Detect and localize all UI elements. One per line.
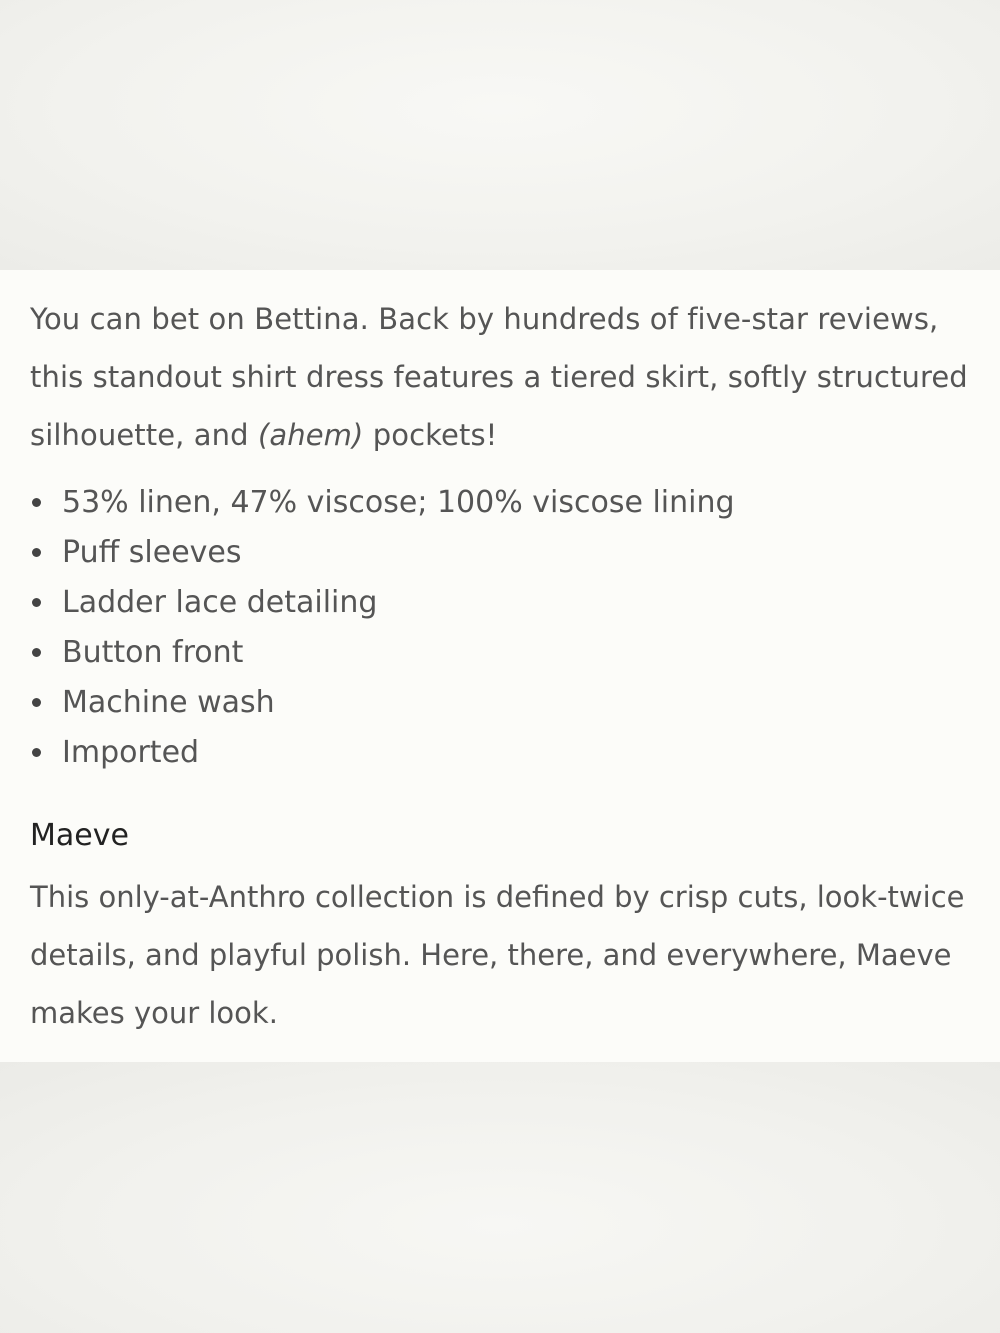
description-text: You can bet on Bettina. Back by hundreds of five-star reviews, this standout shirt dress features a tiered skirt, softly structured silhouette, and [30,302,968,452]
feature-list [30,478,970,778]
bullet-icon [32,498,41,507]
description-text-end: pockets! [363,418,498,452]
description-emphasis: (ahem) [257,418,364,452]
feature-label: Machine wash [62,685,275,720]
background-bottom [0,1062,1000,1333]
feature-label: Button front [62,635,244,670]
feature-item [30,728,970,778]
product-details-panel [0,270,1000,1062]
feature-label: 53% linen, 47% viscose; 100% viscose lining [62,485,735,520]
bullet-icon [32,648,41,657]
brand-title: Maeve [30,818,129,853]
feature-item [30,628,970,678]
feature-item [30,578,970,628]
feature-label: Imported [62,735,200,770]
feature-label: Ladder lace detailing [62,585,378,620]
bullet-icon [32,548,41,557]
background-top [0,0,1000,270]
feature-item [30,478,970,528]
bullet-icon [32,698,41,707]
feature-label: Puff sleeves [62,535,242,570]
feature-item [30,528,970,578]
feature-item [30,678,970,728]
bullet-icon [32,748,41,757]
product-description [30,290,970,464]
bullet-icon [32,598,41,607]
brand-description: This only-at-Anthro collection is defined by crisp cuts, look-twice details, and playful polish. Here, there, and everywhere, Maeve makes your look. [30,880,965,1030]
